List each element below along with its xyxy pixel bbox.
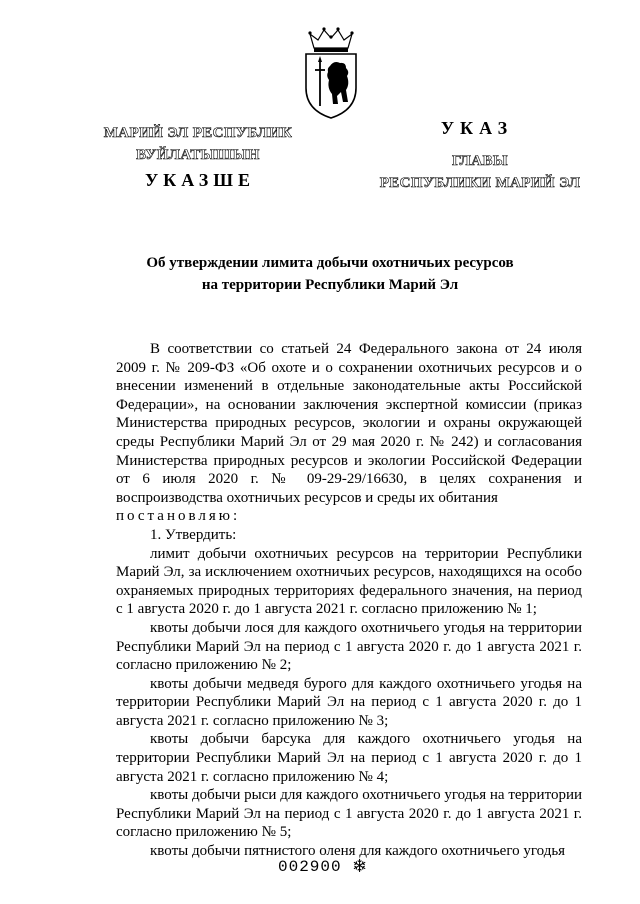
paragraph-6: квоты добычи пятнистого оленя для каждого охотничьего угодья xyxy=(150,843,566,860)
header-right-ukaz: УКАЗ xyxy=(440,118,514,138)
header-left-line2: ВУЙЛАТЫШЫН xyxy=(136,147,260,163)
header-right-block xyxy=(360,150,600,194)
header-left-ukaz: УКАЗШЕ xyxy=(144,170,256,190)
header-left-line1: МАРИЙ ЭЛ РЕСПУБЛИК xyxy=(103,125,293,141)
paragraph-1: лимит добычи охотничьих ресурсов на территории Республики Марий Эл, за исключением охотничьих ресурсов, находящихся на особо охраняемых природных территориях федерального значения, на период с 1 августа 2020 г. до 1 августа 2021 г. согласно приложению № 1; xyxy=(116,545,582,618)
snowflake-icon: ❄ xyxy=(352,856,368,877)
document-body xyxy=(116,340,582,861)
header-right-line2: РЕСПУБЛИКИ МАРИЙ ЭЛ xyxy=(379,175,581,191)
decree-word: постановляю: xyxy=(116,508,241,525)
title-line2: на территории Республики Марий Эл xyxy=(201,277,459,293)
coat-of-arms-icon xyxy=(300,26,362,120)
serial-number: 002900 xyxy=(278,858,342,876)
title-line1: Об утверждении лимита добычи охотничьих ресурсов xyxy=(146,255,514,271)
paragraph-3: квоты добычи медведя бурого для каждого охотничьего угодья на территории Республики Марий Эл на период с 1 августа 2020 г. до 1 августа 2021 г. согласно приложению № 3; xyxy=(116,675,582,729)
paragraph-4: квоты добычи барсука для каждого охотничьего угодья на территории Республики Марий Эл на период с 1 августа 2020 г. до 1 августа 2021 г. согласно приложению № 4; xyxy=(116,731,582,785)
intro-paragraph: В соответствии со статьей 24 Федерального закона от 24 июля 2009 г. № 209-ФЗ «Об охоте и о сохранении охотничьих ресурсов и о внесении изменений в отдельные законодательные акты Российской Федерации», на основании заключения экспертной комиссии (приказ Министерства природных ресурсов, экологии и охраны окружающей среды Республики Марий Эл от 29 мая 2020 г. № 242) и согласования Министерства природных ресурсов и экологии Российской Федерации от 6 июля 2020 г. № 09-29-29/16630, в целях сохранения и воспроизводства охотничьих ресурсов и среды их обитания xyxy=(116,341,582,506)
header-right-line1: ГЛАВЫ xyxy=(451,153,509,169)
paragraph-2: квоты добычи лося для каждого охотничьего угодья на территории Республики Марий Эл на период с 1 августа 2020 г. до 1 августа 2021 г. согласно приложению № 2; xyxy=(116,619,582,674)
paragraph-5: квоты добычи рыси для каждого охотничьего угодья на территории Республики Марий Эл на период с 1 августа 2020 г. до 1 августа 2021 г. согласно приложению № 5; xyxy=(116,787,582,841)
header-left-block xyxy=(88,122,308,166)
document-title xyxy=(80,252,580,296)
item-1: 1. Утвердить: xyxy=(150,526,237,543)
